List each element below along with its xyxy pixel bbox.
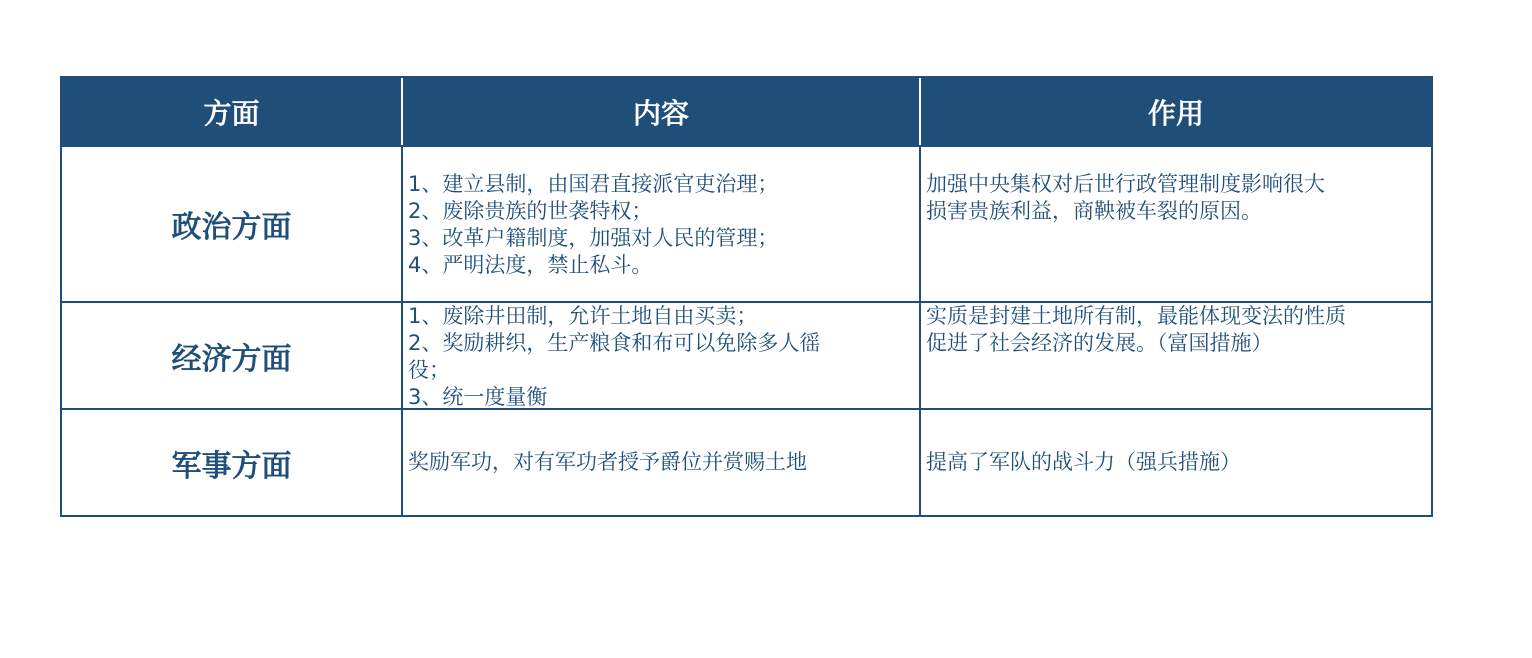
- content-cell: [401, 303, 919, 408]
- header-content: 内容: [401, 78, 919, 145]
- content-line: 4、严明法度，禁止私斗。: [408, 253, 653, 277]
- aspect-cell: 军事方面: [171, 448, 292, 484]
- effect-cell: [919, 303, 1431, 408]
- aspect-cell: 政治方面: [171, 210, 292, 245]
- content-line: 2、奖励耕织，生产粮食和布可以免除多人徭: [408, 331, 821, 355]
- aspect-cell: 经济方面: [171, 341, 292, 377]
- effect-line: 提高了军队的战斗力（强兵措施）: [926, 450, 1241, 474]
- content-cell: [401, 147, 919, 301]
- effect-cell: [919, 147, 1431, 301]
- reform-table: [60, 76, 1433, 517]
- effect-line: 加强中央集权对后世行政管理制度影响很大: [926, 172, 1325, 196]
- header-effect: 作用: [919, 78, 1431, 145]
- effect-line: 损害贵族利益，商鞅被车裂的原因。: [926, 199, 1262, 223]
- content-cell: [401, 410, 919, 515]
- content-line: 奖励军功，对有军功者授予爵位并赏赐土地: [408, 450, 807, 474]
- table-header-row: [62, 78, 1431, 145]
- header-aspect: 方面: [203, 96, 260, 130]
- content-line: 1、废除井田制，允许土地自由买卖；: [408, 304, 758, 328]
- table-row: [62, 408, 1431, 515]
- effect-line: 促进了社会经济的发展。（富国措施）: [926, 331, 1273, 355]
- content-line: 3、统一度量衡: [408, 385, 548, 409]
- effect-line: 实质是封建土地所有制，最能体现变法的性质: [926, 304, 1346, 328]
- content-line: 2、废除贵族的世袭特权；: [408, 199, 653, 223]
- effect-cell: [919, 410, 1431, 515]
- table-row: [62, 145, 1431, 301]
- content-line: 3、改革户籍制度，加强对人民的管理；: [408, 226, 779, 250]
- content-line: 1、建立县制，由国君直接派官吏治理；: [408, 172, 779, 196]
- content-line: 役；: [408, 358, 450, 382]
- table-row: [62, 301, 1431, 408]
